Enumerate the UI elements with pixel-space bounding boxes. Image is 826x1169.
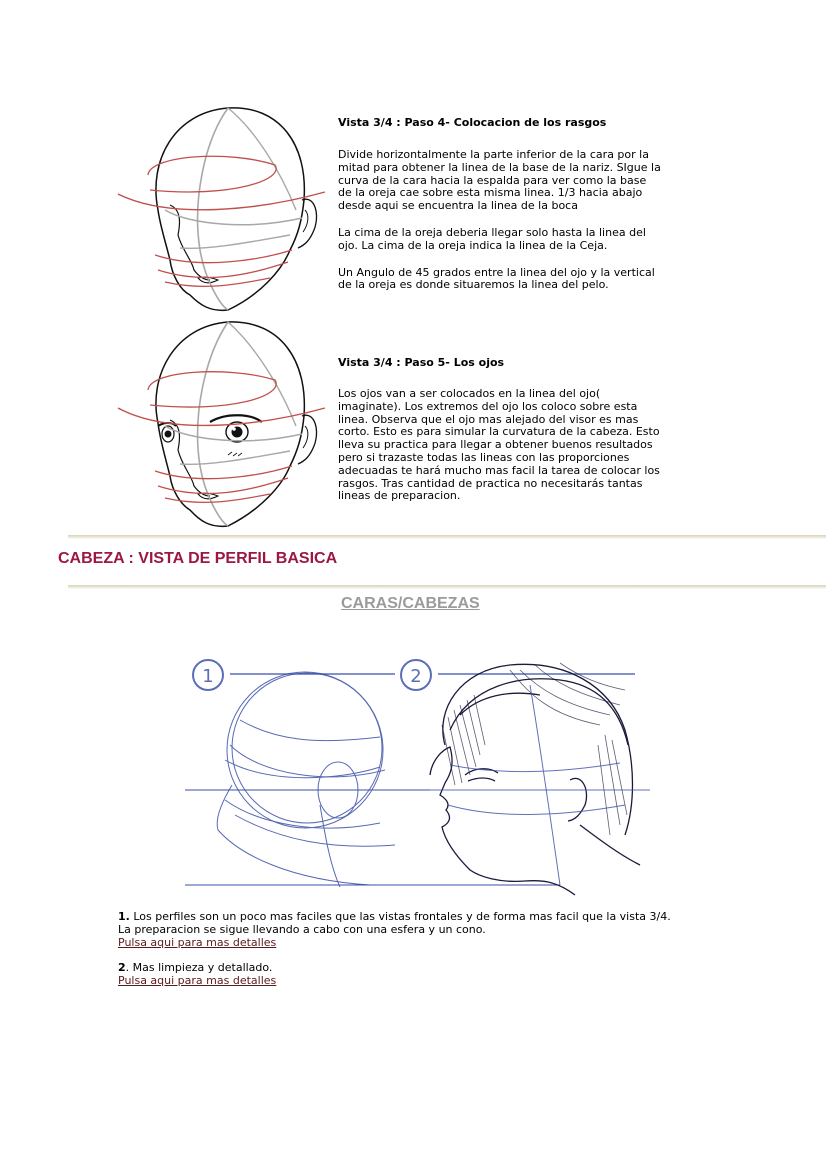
- head-step4-drawing: [110, 100, 335, 315]
- step4-body: [338, 149, 663, 292]
- step5-body: Los ojos van a ser colocados en la linea del ojo( imaginate). Los extremos del ojo los coloco sobre esta linea. Observa que el ojo mas alejado del visor es mas corto. Esto es para simular la curvatura de la cabeza. Esto lleva su practica para llegar a obtener buenos resultados pero si trazaste todas las lineas con las proporciones adecuadas te hará mucho mas facil la tarea de colocar los rasgos. Tras cantidad de practica no necesitarás tantas lineas de preparacion.: [338, 387, 660, 503]
- profile-sketch-figure: [180, 655, 650, 900]
- step-number-2-label: 2: [410, 666, 422, 687]
- note-2-details-link[interactable]: Pulsa aqui para mas detalles: [118, 974, 277, 987]
- note-1-number: 1.: [118, 910, 130, 923]
- caras-cabezas-link[interactable]: CARAS/CABEZAS: [341, 595, 480, 612]
- section-title: CABEZA : VISTA DE PERFIL BASICA: [58, 550, 338, 567]
- step-number-1-icon: [193, 660, 223, 690]
- note-2: [118, 961, 678, 974]
- note-1-details-link[interactable]: Pulsa aqui para mas detalles: [118, 936, 277, 949]
- step4-paragraph-1: Divide horizontalmente la parte inferior de la cara por la mitad para obtener la linea de la base de la nariz. SIgue la curva de la cara hacia la espalda para ver como la base de la oreja cae sobre esta misma linea. 1/3 hacia abajo desde aqui se encuentra la linea de la boca: [338, 148, 661, 213]
- head-step5-drawing: [110, 318, 335, 530]
- profile-notes: [118, 910, 678, 987]
- step-number-2-icon: [401, 660, 431, 690]
- step-number-1-label: 1: [202, 666, 214, 687]
- step4-title: Vista 3/4 : Paso 4- Colocacion de los rasgos: [338, 116, 607, 129]
- step5-title: Vista 3/4 : Paso 5- Los ojos: [338, 356, 505, 369]
- note-2-text: . Mas limpieza y detallado.: [125, 961, 273, 974]
- step4-paragraph-2: La cima de la oreja deberia llegar solo hasta la linea del ojo. La cima de la oreja indica la linea de la Ceja.: [338, 225, 646, 252]
- divider-bottom: [68, 585, 826, 589]
- divider-top: [68, 535, 826, 539]
- note-2-number: 2: [118, 961, 126, 974]
- step4-paragraph-3: Un Angulo de 45 grados entre la linea del ojo y la vertical de la oreja es donde situaremos la linea del pelo.: [338, 265, 655, 292]
- note-1: [118, 910, 678, 936]
- note-1-text: Los perfiles son un poco mas faciles que las vistas frontales y de forma mas facil que la vista 3/4. La preparacion se sigue llevando a cabo con una esfera y un cono.: [118, 910, 671, 936]
